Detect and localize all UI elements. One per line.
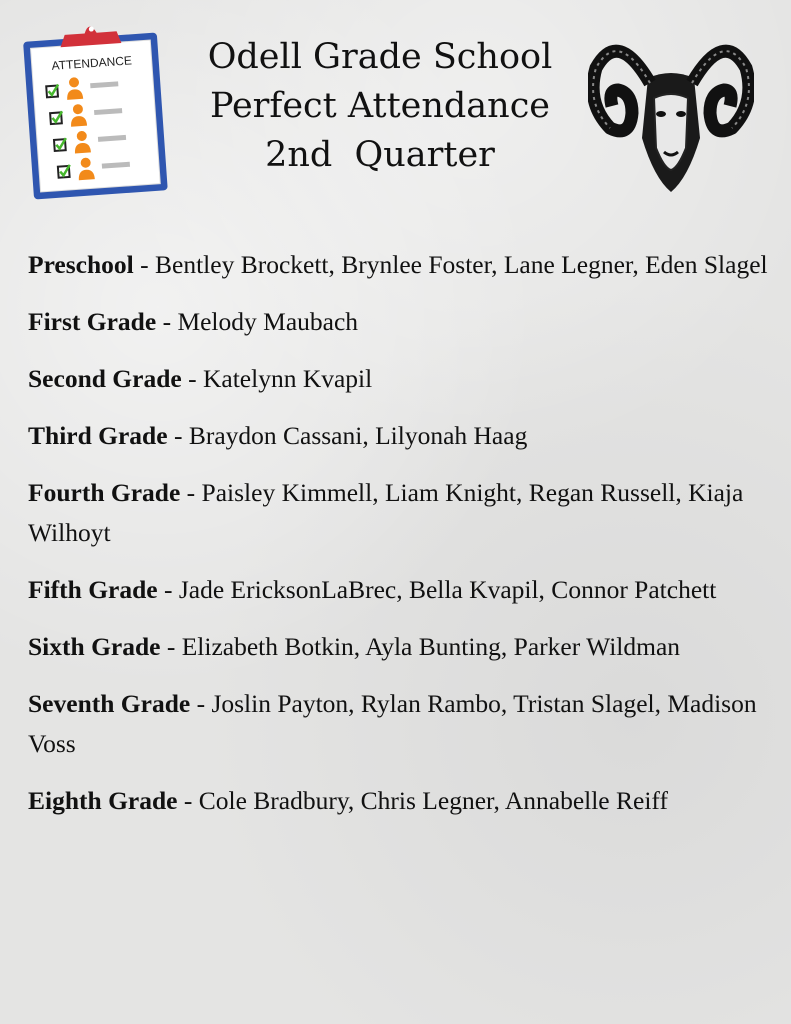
title-line: Perfect Attendance [209,86,551,126]
title-line: 2nd Quarter [265,135,495,175]
student-names: Melody Maubach [177,307,359,336]
title-line: Odell Grade School [207,37,553,77]
separator: - [157,575,179,604]
separator: - [181,364,203,393]
attendance-clipboard-icon [20,15,170,200]
grade-entry [28,627,768,667]
student-names: Elizabeth Botkin, Ayla Bunting, Parker Wildman [181,632,681,661]
student-names: Paisley Kimmell, Liam Knight, Regan Russell, Kiaja Wilhoyt [28,478,744,547]
student-names: Katelynn Kvapil [202,364,373,393]
separator: - [133,250,156,279]
grade-label: Eighth Grade [28,786,178,815]
grade-entry [28,416,768,456]
grade-entry [28,570,768,610]
svg-text:ATTENDANCE: ATTENDANCE [51,53,133,73]
ram-mascot-icon [588,28,754,196]
separator: - [167,421,189,450]
grade-label: Sixth Grade [28,632,161,661]
grade-entry [28,245,768,285]
separator: - [177,786,199,815]
grade-label: First Grade [28,307,157,336]
grade-label: Fifth Grade [28,575,158,604]
page-title [170,33,590,180]
grade-entry [28,302,768,342]
separator: - [190,689,212,718]
grade-label: Seventh Grade [28,689,191,718]
student-names: Braydon Cassani, Lilyonah Haag [188,421,528,450]
grade-entry [28,359,768,399]
student-names: Jade EricksonLaBrec, Bella Kvapil, Connor Patchett [178,575,717,604]
student-names: Joslin Payton, Rylan Rambo, Tristan Slagel, Madison Voss [28,689,757,758]
grade-entry [28,473,768,553]
separator: - [180,478,202,507]
attendance-list [28,245,768,838]
separator: - [160,632,182,661]
grade-entry [28,781,768,821]
grade-label: Second Grade [28,364,182,393]
grade-label: Preschool [28,250,134,279]
grade-entry [28,684,768,764]
student-names: Bentley Brockett, Brynlee Foster, Lane Legner, Eden Slagel [155,250,768,279]
grade-label: Fourth Grade [28,478,181,507]
grade-label: Third Grade [28,421,168,450]
student-names: Cole Bradbury, Chris Legner, Annabelle Reiff [198,786,668,815]
separator: - [156,307,178,336]
